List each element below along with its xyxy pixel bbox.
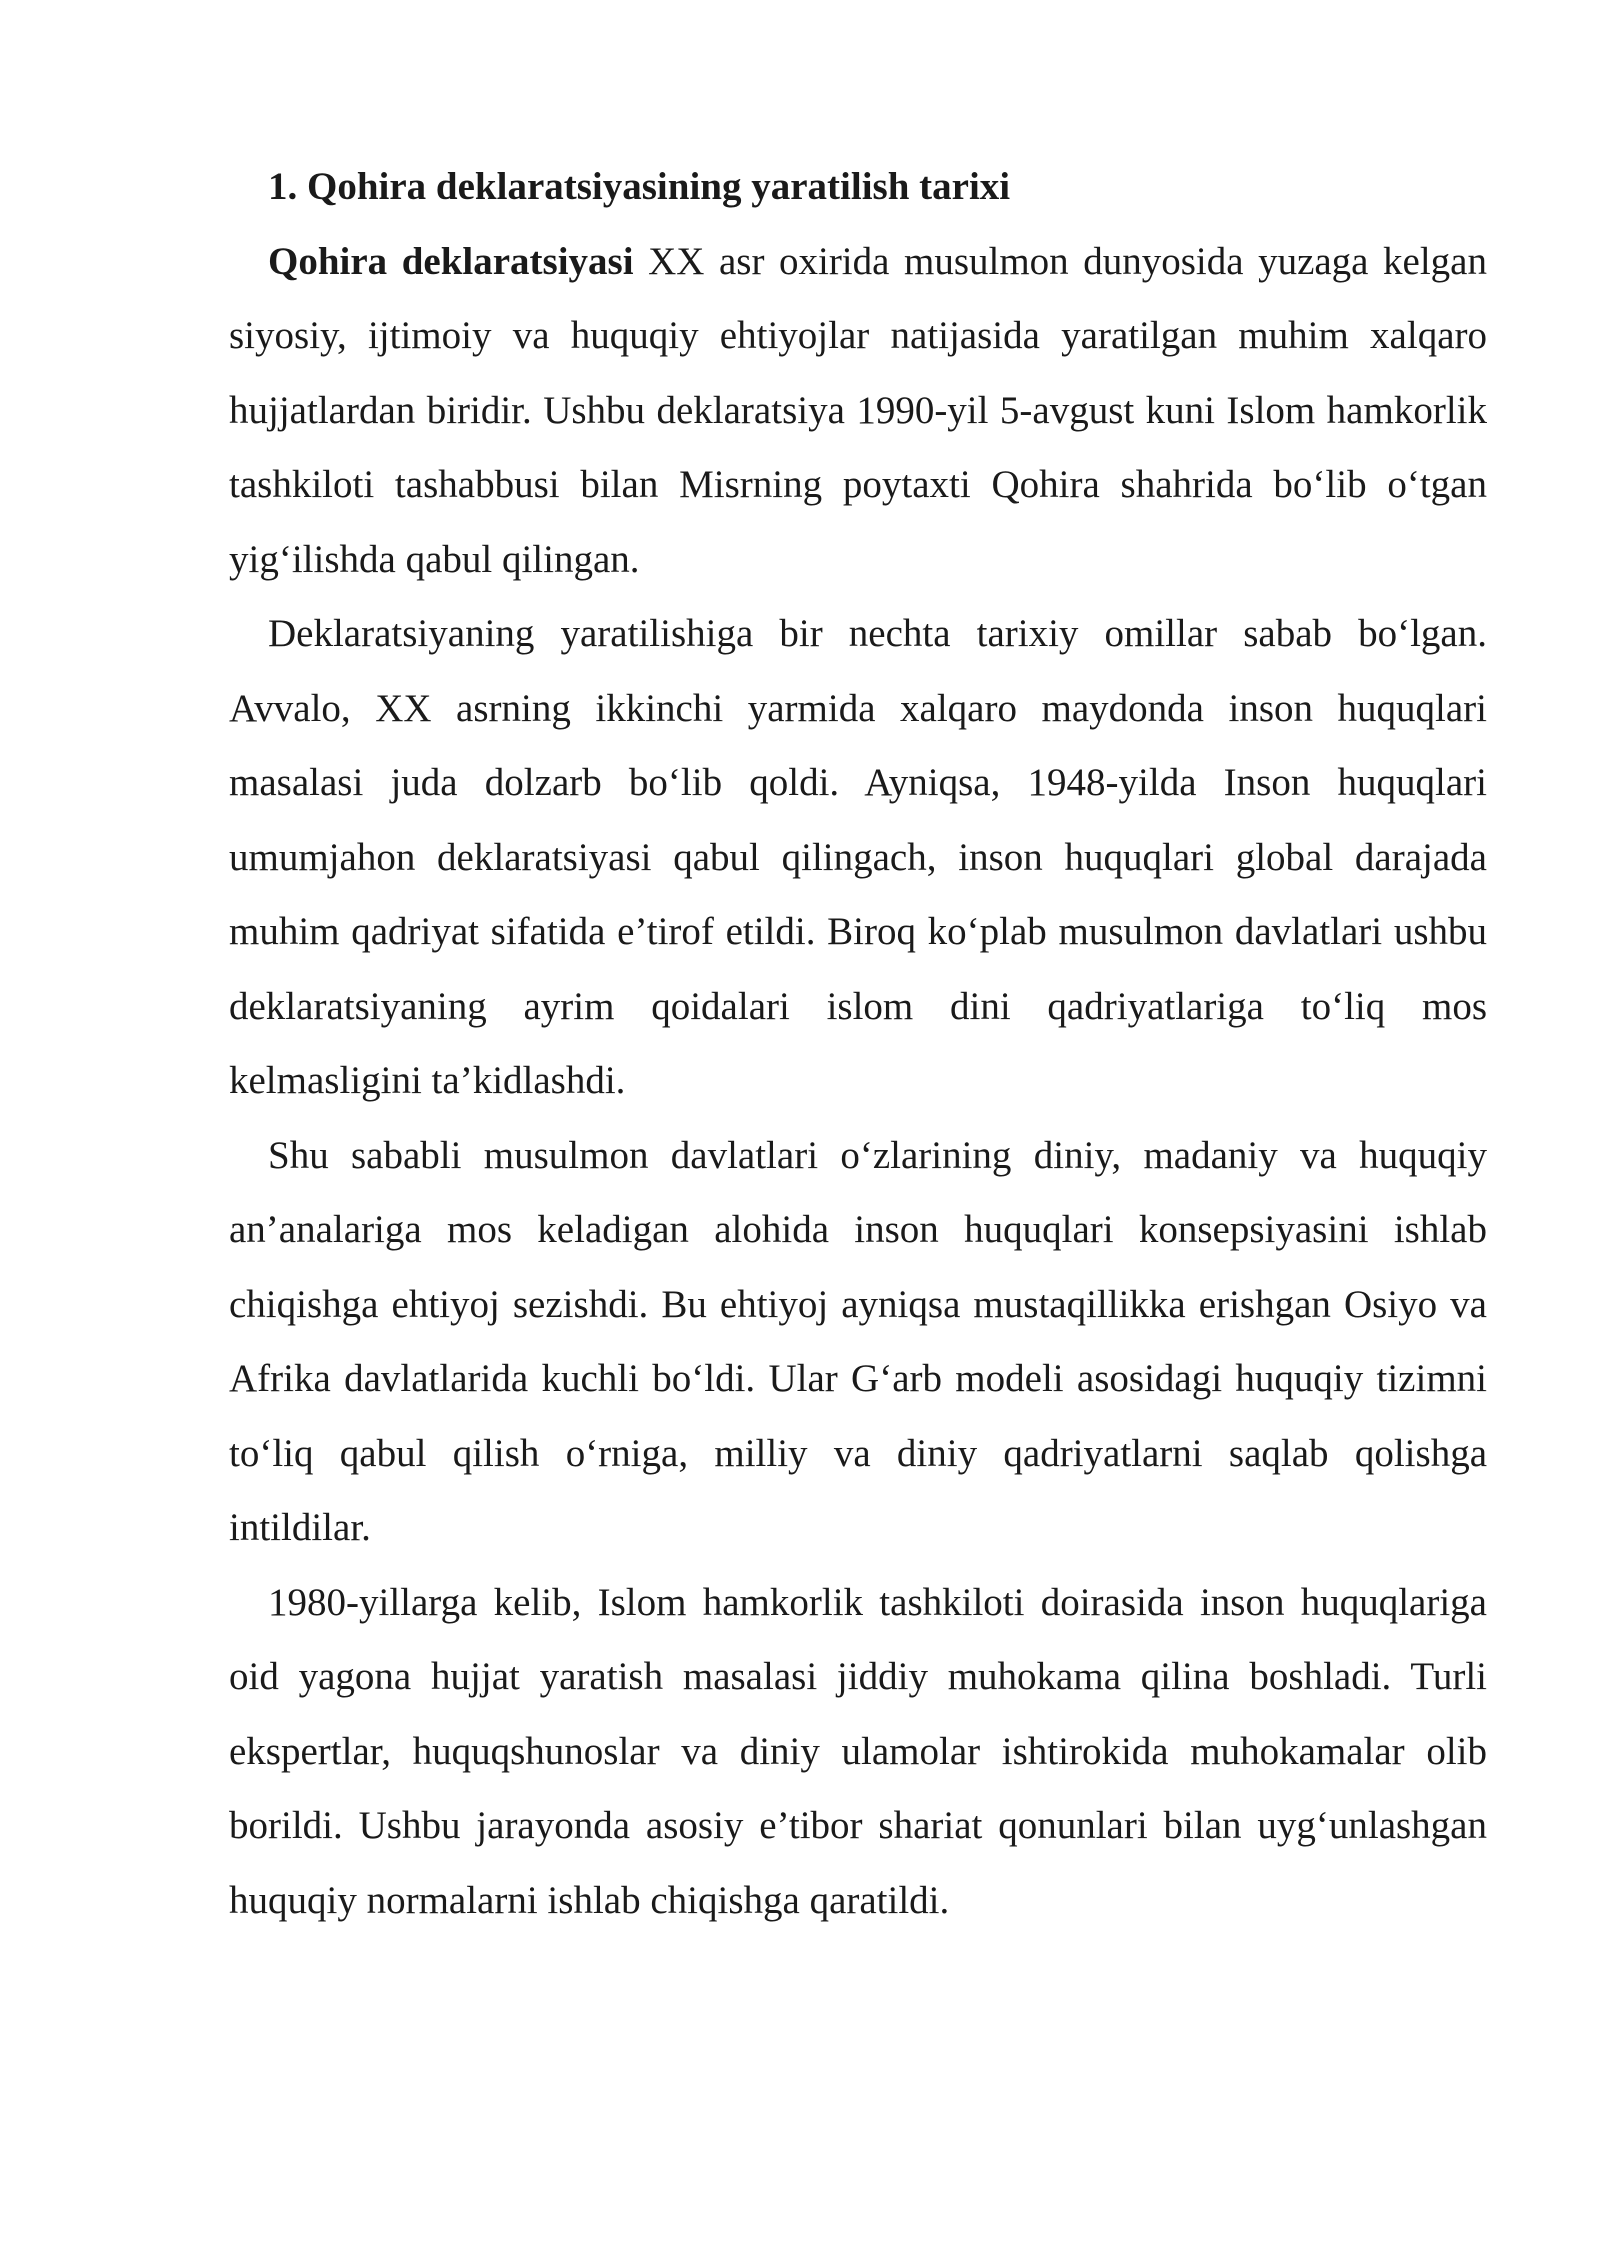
paragraph-2	[229, 597, 1487, 1119]
section-heading: 1. Qohira deklaratsiyasining yaratilish tarixi	[268, 165, 1011, 208]
paragraph-2-text: Deklaratsiyaning yaratilishiga bir nechta tarixiy omillar sabab boʻlgan. Avvalo, XX asrning ikkinchi yarmida xalqaro maydonda inson huquqlari masalasi juda dolzarb boʻlib qoldi. Ayniqsa, 1948-yilda Inson huquqlari umumjahon deklaratsiyasi qabul qilingach, inson huquqlari global darajada muhim qadriyat sifatida e’tirof etildi. Biroq koʻplab musulmon davlatlari ushbu deklaratsiyaning ayrim qoidalari islom dini qadriyatlariga toʻliq mos kelmasligini ta’kidlashdi.	[229, 612, 1487, 1102]
paragraph-3-text: Shu sababli musulmon davlatlari oʻzlarining diniy, madaniy va huquqiy an’analariga mos keladigan alohida inson huquqlari konsepsiyasini ishlab chiqishga ehtiyoj sezishdi. Bu ehtiyoj ayniqsa mustaqillikka erishgan Osiyo va Afrika davlatlarida kuchli boʻldi. Ular Gʻarb modeli asosidagi huquqiy tizimni toʻliq qabul qilish oʻrniga, milliy va diniy qadriyatlarni saqlab qolishga intildilar.	[229, 1133, 1487, 1549]
paragraph-1-text: XX asr oxirida musulmon dunyosida yuzaga kelgan siyosiy, ijtimoiy va huquqiy ehtiyojlar natijasida yaratilgan muhim xalqaro hujjatlardan biridir. Ushbu deklaratsiya 1990-yil 5-avgust kuni Islom hamkorlik tashkiloti tashabbusi bilan Misrning poytaxti Qohira shahrida boʻlib oʻtgan yigʻilishda qabul qilingan.	[229, 239, 1487, 581]
document-body	[229, 150, 1487, 1938]
paragraph-3	[229, 1119, 1487, 1566]
paragraph-1-lead-term: Qohira deklaratsiyasi	[268, 239, 634, 283]
paragraph-4	[229, 1566, 1487, 1939]
paragraph-1	[229, 225, 1487, 598]
paragraph-4-text: 1980-yillarga kelib, Islom hamkorlik tashkiloti doirasida inson huquqlariga oid yagona hujjat yaratish masalasi jiddiy muhokama qilina boshladi. Turli ekspertlar, huquqshunoslar va diniy ulamolar ishtirokida muhokamalar olib borildi. Ushbu jarayonda asosiy e’tibor shariat qonunlari bilan uygʻunlashgan huquqiy normalarni ishlab chiqishga qaratildi.	[229, 1580, 1487, 1922]
